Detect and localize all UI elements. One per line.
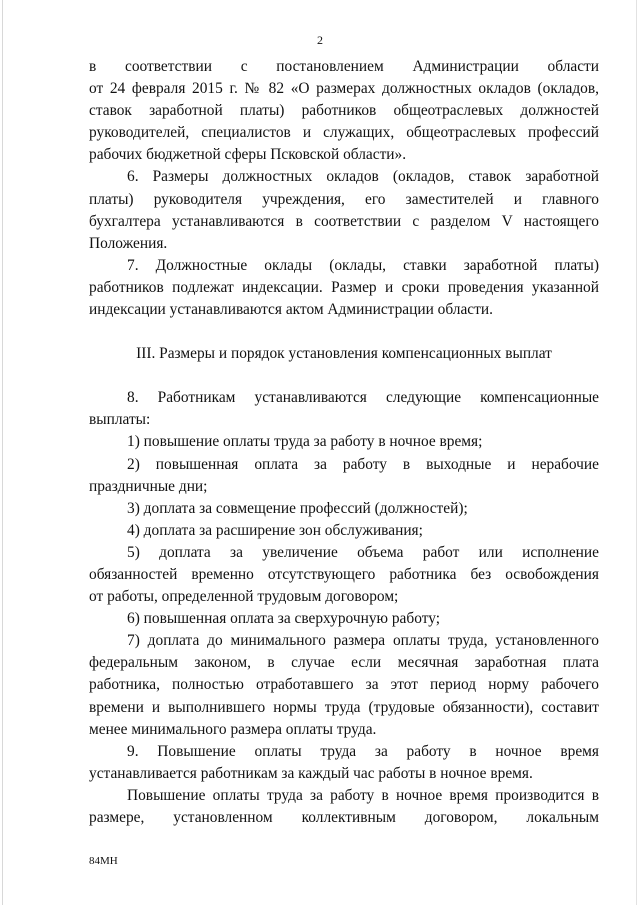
text-line: платы) руководителя учреждения, его заместителей и главного — [89, 190, 599, 208]
text-line: 5) доплата за увеличение объема работ или исполнение — [127, 543, 599, 561]
text-line: федеральным законом, в случае если месячная заработная плата — [89, 654, 599, 672]
paragraph-block-compensation — [89, 387, 599, 829]
text-line: 4) доплата за расширение зон обслуживания; — [127, 521, 423, 539]
text-line: 1) повышение оплаты труда за работу в ночное время; — [127, 433, 483, 451]
text-line: праздничные дни; — [89, 477, 208, 495]
text-line: в соответствии с постановлением Администрации области — [89, 58, 599, 75]
text-line: бухгалтера устанавливаются в соответствии с разделом V настоящего — [89, 212, 599, 230]
section-heading: III. Размеры и порядок установления компенсационных выплат — [136, 345, 552, 363]
text-line: размере, установленном коллективным договором, локальным — [89, 809, 599, 826]
text-line: 3) доплата за совмещение профессий (должностей); — [127, 499, 468, 517]
text-line: 8. Работникам устанавливаются следующие компенсационные — [127, 389, 599, 407]
text-line: работника, полностью отработавшего за этот период норму рабочего — [89, 676, 599, 694]
text-line: индексации устанавливаются актом Администрации области. — [89, 301, 493, 319]
text-line: 2) повышенная оплата за работу в выходные и нерабочие — [127, 455, 599, 473]
page-number: 2 — [317, 33, 323, 47]
text-line: менее минимального размера оплаты труда. — [89, 720, 377, 738]
paragraph-block-top — [89, 56, 599, 321]
text-line: выплаты: — [89, 411, 151, 429]
text-line: руководителей, специалистов и служащих, общеотраслевых профессий — [89, 124, 599, 142]
text-line: обязанностей временно отсутствующего работника без освобождения — [89, 565, 599, 583]
footer-document-code: 84МН — [89, 855, 118, 867]
text-line: 9. Повышение оплаты труда за работу в ночное время — [127, 742, 599, 760]
text-line: устанавливается работникам за каждый час работы в ночное время. — [89, 764, 533, 782]
text-line: времени и выполнившего нормы труда (трудовые обязанности), составит — [89, 698, 599, 716]
scan-edge-right — [636, 0, 637, 905]
text-line: 6. Размеры должностных окладов (окладов, ставок заработной — [127, 168, 599, 186]
text-line: от 24 февраля 2015 г. № 82 «О размерах должностных окладов (окладов, — [89, 80, 599, 98]
text-line: работников подлежат индексации. Размер и сроки проведения указанной — [89, 278, 599, 296]
scan-edge-left — [2, 0, 3, 905]
text-line: 7. Должностные оклады (оклады, ставки заработной платы) — [127, 256, 599, 274]
text-line: от работы, определенной трудовым договором; — [89, 588, 399, 606]
text-line: 7) доплата до минимального размера оплаты труда, установленного — [127, 632, 599, 650]
text-line: Повышение оплаты труда за работу в ночное время производится в — [127, 786, 599, 804]
text-line: 6) повышенная оплата за сверхурочную работу; — [127, 610, 441, 628]
document-body — [89, 56, 599, 829]
text-line: рабочих бюджетной сферы Псковской области». — [89, 146, 407, 164]
text-line: ставок заработной платы) работников общеотраслевых должностей — [89, 102, 599, 120]
text-line: Положения. — [89, 234, 168, 252]
